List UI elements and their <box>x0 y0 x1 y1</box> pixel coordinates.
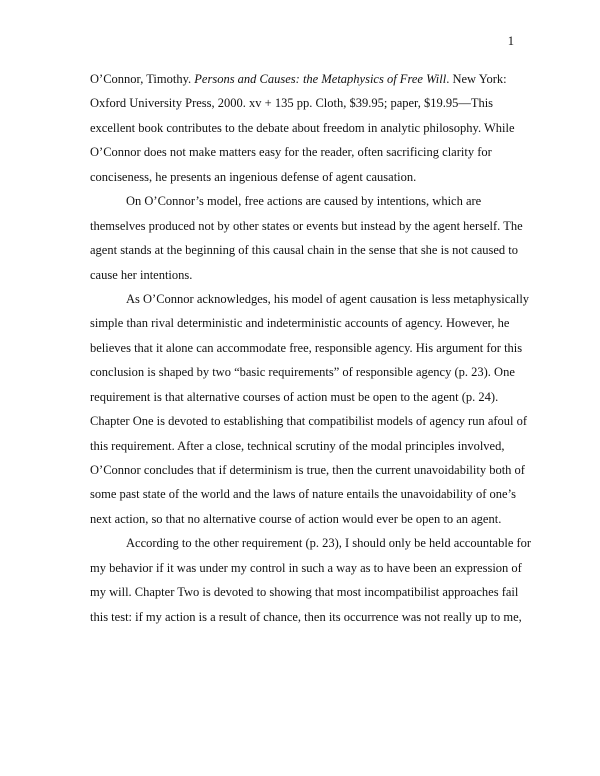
page-number: 1 <box>507 34 514 48</box>
paragraph-line: simple than rival deterministic and indeterministic accounts of agency. However, he <box>90 316 510 331</box>
paragraph-line: some past state of the world and the laws of nature entails the unavoidability of one’s <box>90 487 516 502</box>
citation-line: O’Connor does not make matters easy for the reader, often sacrificing clarity for <box>90 145 492 160</box>
book-title: Persons and Causes: the Metaphysics of Free Will <box>194 72 447 86</box>
citation-line: Oxford University Press, 2000. xv + 135 pp. Cloth, $39.95; paper, $19.95—This <box>90 96 494 111</box>
citation-publisher: . New York: <box>446 72 507 86</box>
paragraph-line: According to the other requirement (p. 23), I should only be held accountable for <box>126 536 532 551</box>
paragraph-line: my will. Chapter Two is devoted to showing that most incompatibilist approaches fail <box>90 585 519 600</box>
paragraph-line: requirement is that alternative courses of action must be open to the agent (p. 24). <box>90 389 499 404</box>
citation-line: excellent book contributes to the debate about freedom in analytic philosophy. While <box>90 120 515 135</box>
citation-author: O’Connor, Timothy. <box>90 72 195 86</box>
paragraph-line: cause her intentions. <box>90 267 193 282</box>
paragraph-line: O’Connor concludes that if determinism is true, then the current unavoidability both of <box>90 463 525 477</box>
paragraph-line: On O’Connor’s model, free actions are caused by intentions, which are <box>126 194 482 209</box>
paragraph-line: Chapter One is devoted to establishing that compatibilist models of agency run afoul of <box>90 414 528 429</box>
paragraph-line: next action, so that no alternative course of action would ever be open to an agent. <box>90 511 502 526</box>
paragraph-line: this requirement. After a close, technical scrutiny of the modal principles involved, <box>90 438 505 453</box>
citation-line: conciseness, he presents an ingenious defense of agent causation. <box>90 169 417 184</box>
citation-line <box>90 67 520 91</box>
paragraph-line: conclusion is shaped by two “basic requirements” of responsible agency (p. 23). One <box>90 365 515 380</box>
review-body <box>90 67 532 629</box>
paragraph-line: agent stands at the beginning of this causal chain in the sense that she is not caused to <box>90 243 519 258</box>
paragraph-line: my behavior if it was under my control in such a way as to have been an expression of <box>90 560 522 575</box>
paragraph-line: As O’Connor acknowledges, his model of agent causation is less metaphysically <box>126 291 530 306</box>
paragraph-line: themselves produced not by other states or events but instead by the agent herself. The <box>90 218 523 233</box>
paragraph-line: this test: if my action is a result of chance, then its occurrence was not really up to me, <box>90 609 522 624</box>
paragraph-line: believes that it alone can accommodate free, responsible agency. His argument for this <box>90 340 523 355</box>
